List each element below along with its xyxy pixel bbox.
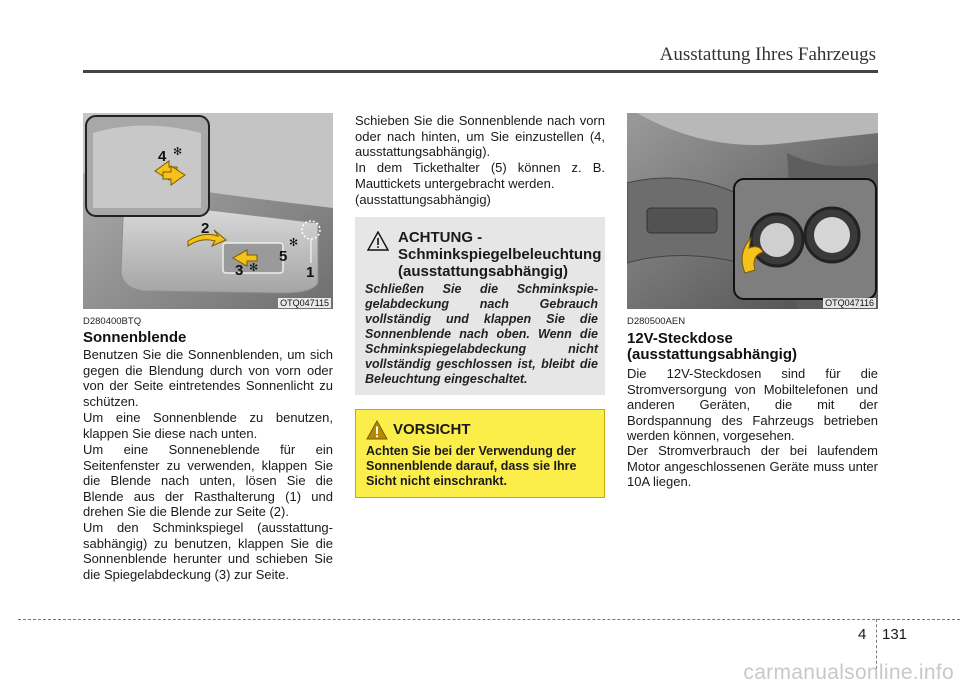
paragraph: Der Stromverbrauch der bei laufendem Motor angeschlossenen Geräte muss unter 10A liegen.: [627, 443, 878, 489]
doc-code: D280400BTQ: [83, 316, 142, 327]
paragraph: Benutzen Sie die Sonnenblenden, um sich gegen die Blendung durch von vorn oder von der Seite eintretendes Sonnenlicht zu schützen.: [83, 347, 333, 409]
callout-1: 1: [306, 264, 315, 281]
warning-icon: [366, 420, 388, 440]
section-heading-sonnenblende: Sonnenblende: [83, 329, 187, 346]
callout-3: 3: [235, 262, 244, 279]
vorsicht-title: VORSICHT: [393, 421, 471, 438]
chapter-number: 4: [858, 626, 867, 643]
achtung-body: Schließen Sie die Schminkspie-gelabdeckung nach Gebrauch vollständig und klappen Sie die Sonnenblende nach oben. Wenn die Schminkspiegelabdeckung nicht vollständig geschlossen ist, bleibt die Beleuchtung eingeschaltet.: [365, 282, 598, 386]
callout-2: 2: [201, 220, 210, 237]
asterisk-icon: ✻: [249, 262, 259, 274]
paragraph: (ausstattungsabhängig): [355, 192, 491, 207]
paragraph: Um den Schminkspiegel (ausstattung-sabhängig) zu benutzen, klappen Sie die Sonnenblende herunter und schieben Sie die Spiegelabdeckung (3) zur Seite.: [83, 520, 333, 582]
heading-line: 12V-Steckdose: [627, 330, 733, 347]
achtung-title: ACHTUNG -: [398, 229, 483, 246]
watermark: carmanualsonline.info: [743, 661, 954, 684]
heading-line: (ausstattungsabhängig): [627, 346, 798, 363]
achtung-subtitle: (ausstattungsabhängig): [398, 263, 569, 280]
power-outlet-illustration: [627, 113, 878, 309]
running-header: Ausstattung Ihres Fahrzeugs: [659, 44, 876, 65]
vorsicht-body: Achten Sie bei der Verwendung der Sonnenblende darauf, dass sie Ihre Sicht nicht einschrankt.: [366, 444, 577, 488]
paragraph: In dem Tickethalter (5) können z. B. Mauttickets untergebracht werden.: [355, 160, 605, 191]
achtung-box: [355, 217, 605, 395]
power-outlet-figure: [627, 113, 878, 309]
achtung-subtitle: Schminkspiegelbeleuchtung: [398, 246, 602, 263]
figure-code: OTQ047115: [280, 298, 329, 308]
page-number: 131: [882, 626, 908, 643]
callout-5: 5: [279, 248, 288, 265]
doc-code: D280500AEN: [627, 316, 686, 327]
paragraph: Um eine Sonnenblende zu benutzen, klappen Sie diese nach unten.: [83, 410, 333, 441]
section-heading-steckdose: [627, 331, 797, 363]
asterisk-icon: ✻: [173, 146, 183, 158]
header-rule: [83, 70, 878, 73]
paragraph: Um eine Sonneneblende für ein Seitenfenster zu verwenden, klappen Sie die Blende nach unten, lösen Sie die Blende aus der Rasthalterung (1) und drehen Sie die Blende zur Seite (2).: [83, 442, 333, 519]
callout-4: 4: [158, 148, 167, 165]
sun-visor-figure: [83, 113, 333, 309]
footer-rule: [18, 619, 960, 620]
figure-code: OTQ047116: [825, 298, 874, 308]
vorsicht-box: [355, 409, 605, 498]
paragraph: Die 12V-Steckdosen sind für die Stromversorgung von Mobiltelefonen und anderen Geräten, die mit der Bordspannung des Fahrzeugs betrieben werden können, vorgesehen.: [627, 366, 878, 443]
sun-visor-illustration: [83, 113, 333, 309]
asterisk-icon: ✻: [289, 237, 299, 249]
caution-triangle-icon: [367, 231, 389, 251]
paragraph: Schieben Sie die Sonnenblende nach vorn oder nach hinten, um Sie einzustellen (4, ausstattungsabhängig).: [355, 113, 605, 159]
